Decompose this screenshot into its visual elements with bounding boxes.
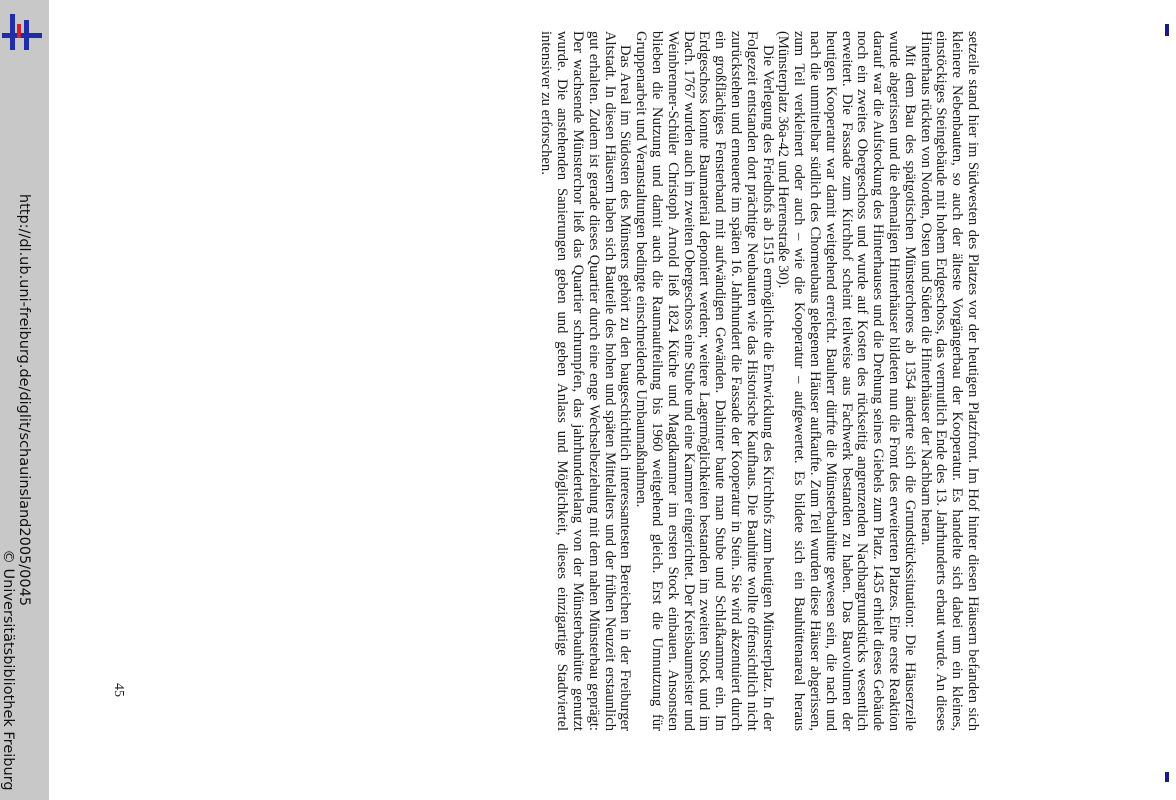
page-body-text: [538, 31, 980, 731]
university-library-logo-icon: [2, 14, 42, 50]
document-url[interactable]: http://dl.ub.uni-freiburg.de/diglit/schauinsland2005/0045: [16, 193, 32, 607]
paragraph-4: Das Areal im Südosten des Münsters gehört zu den baugeschichtlich interessantesten Bereichen in der Freiburger Altstadt. In diesen Häusern haben sich Bauteile des hohen und späten Mittelalters und der frühen Neuzeit erstaunlich gut erhalten. Zudem ist gerade dieses Quartier durch eine enge Wechselbeziehung mit dem nahen Münsterbau geprägt: Der wachsende Münsterchor ließ das Quartier schrumpfen, das jahrhundertelang von der Münsterbauhütte genutzt wurde. Die anstehenden Sanierungen geben und geben Anlass und Möglichkeit, dieses einzigartige Stadtviertel intensiver zu erforschen.: [538, 31, 634, 731]
paragraph-1: setzeile stand hier im Südwesten des Platzes vor der heutigen Platzfront. Im Hof hinter diesen Häusern befanden sich kleinere Nebenbauten, so auch der älteste Vorgängerbau der Kooperatur. Es handelte sich dabei um ein kleines, einstöckiges Steingebäude mit hohem Erdgeschoss, das vermutlich Ende des 13. Jahrhunderts erbaut wurde. An dieses Hinterhaus rückten von Norden, Osten und Süden die Hinterhäuser der Nachbarn heran.: [917, 31, 982, 731]
scan-edge-mark-bottom: [1165, 772, 1169, 782]
copyright-notice: © Universitätsbibliothek Freiburg: [0, 549, 16, 791]
page-number: 45: [111, 683, 126, 697]
logo-bar-left: [10, 14, 15, 50]
paragraph-2: Mit dem Bau des spätgotischen Münsterchores ab 1354 änderte sich die Grundstückssituation: Die Häuserzeile wurde abgerissen und die ehemaligen Hinterhäuser bildeten nun die Front des erweiterten Platzes. Eine erste Reaktion darauf war die Aufstockung des Hinterhauses und die Drehung seines Giebels zum Platz. 1435 erhielt dieses Gebäude noch ein zweites Obergeschoss und wurde auf Kosten des rückseitig angrenzenden Nachbargrundstücks wesentlich erweitert. Die Fassade zum Kirchhof scheint teilweise aus Fachwerk bestanden zu haben. Das Bauvolumen der heutigen Kooperatur war damit weitgehend erreicht. Bauherr dürfte die Münsterbauhütte gewesen sein, die nach und nach die unmittelbar südlich des Chorneubaus gelegenen Häuser aufkaufte. Zum Teil wurden diese Häuser abgerissen, zum Teil verkleinert oder auch – wie die Kooperatur – aufgewertet. Es bildete sich ein Bauhüttenareal heraus (Münsterplatz 36a-42 und Herrenstraße 30).: [775, 31, 918, 731]
scan-edge-mark-top: [1165, 24, 1169, 36]
logo-bar-horizontal: [2, 33, 42, 38]
paragraph-3: Die Verlegung des Friedhofs ab 1515 ermöglichte die Entwicklung des Kirchhofs zum heutigen Münsterplatz. In der Folgezeit entstanden dort prächtige Neubauten wie das Historische Kaufhaus. Die Bauhütte wollte offensichtlich nicht zurückstehen und erneuerte im späten 16. Jahrhundert die Fassade der Kooperatur in Stein. Sie wird akzentuiert durch ein großflächiges Fensterband mit aufwändigen Gewänden. Dahinter baute man Stube und Schlafkammer ein. Im Erdgeschoss konnte Baumaterial deponiert werden; weitere Lagermöglichkeiten bestanden im zweiten Stock und im Dach. 1767 wurden auch im zweiten Obergeschoss eine Stube und eine Kammer eingerichtet. Der Kreisbaumeister und Weinbrenner-Schüler Christoph Arnold ließ 1824 Küche und Magdkammer im ersten Stock einbauen. Ansonsten blieben die Nutzung und damit auch die Raumaufteilung bis 1960 weitgehend gleich. Erst die Umnutzung für Gruppenarbeit und Veranstaltungen bedingte einschneidende Umbaumaßnahmen.: [633, 31, 776, 731]
sidebar: [0, 0, 49, 800]
logo-accent: [17, 24, 21, 38]
